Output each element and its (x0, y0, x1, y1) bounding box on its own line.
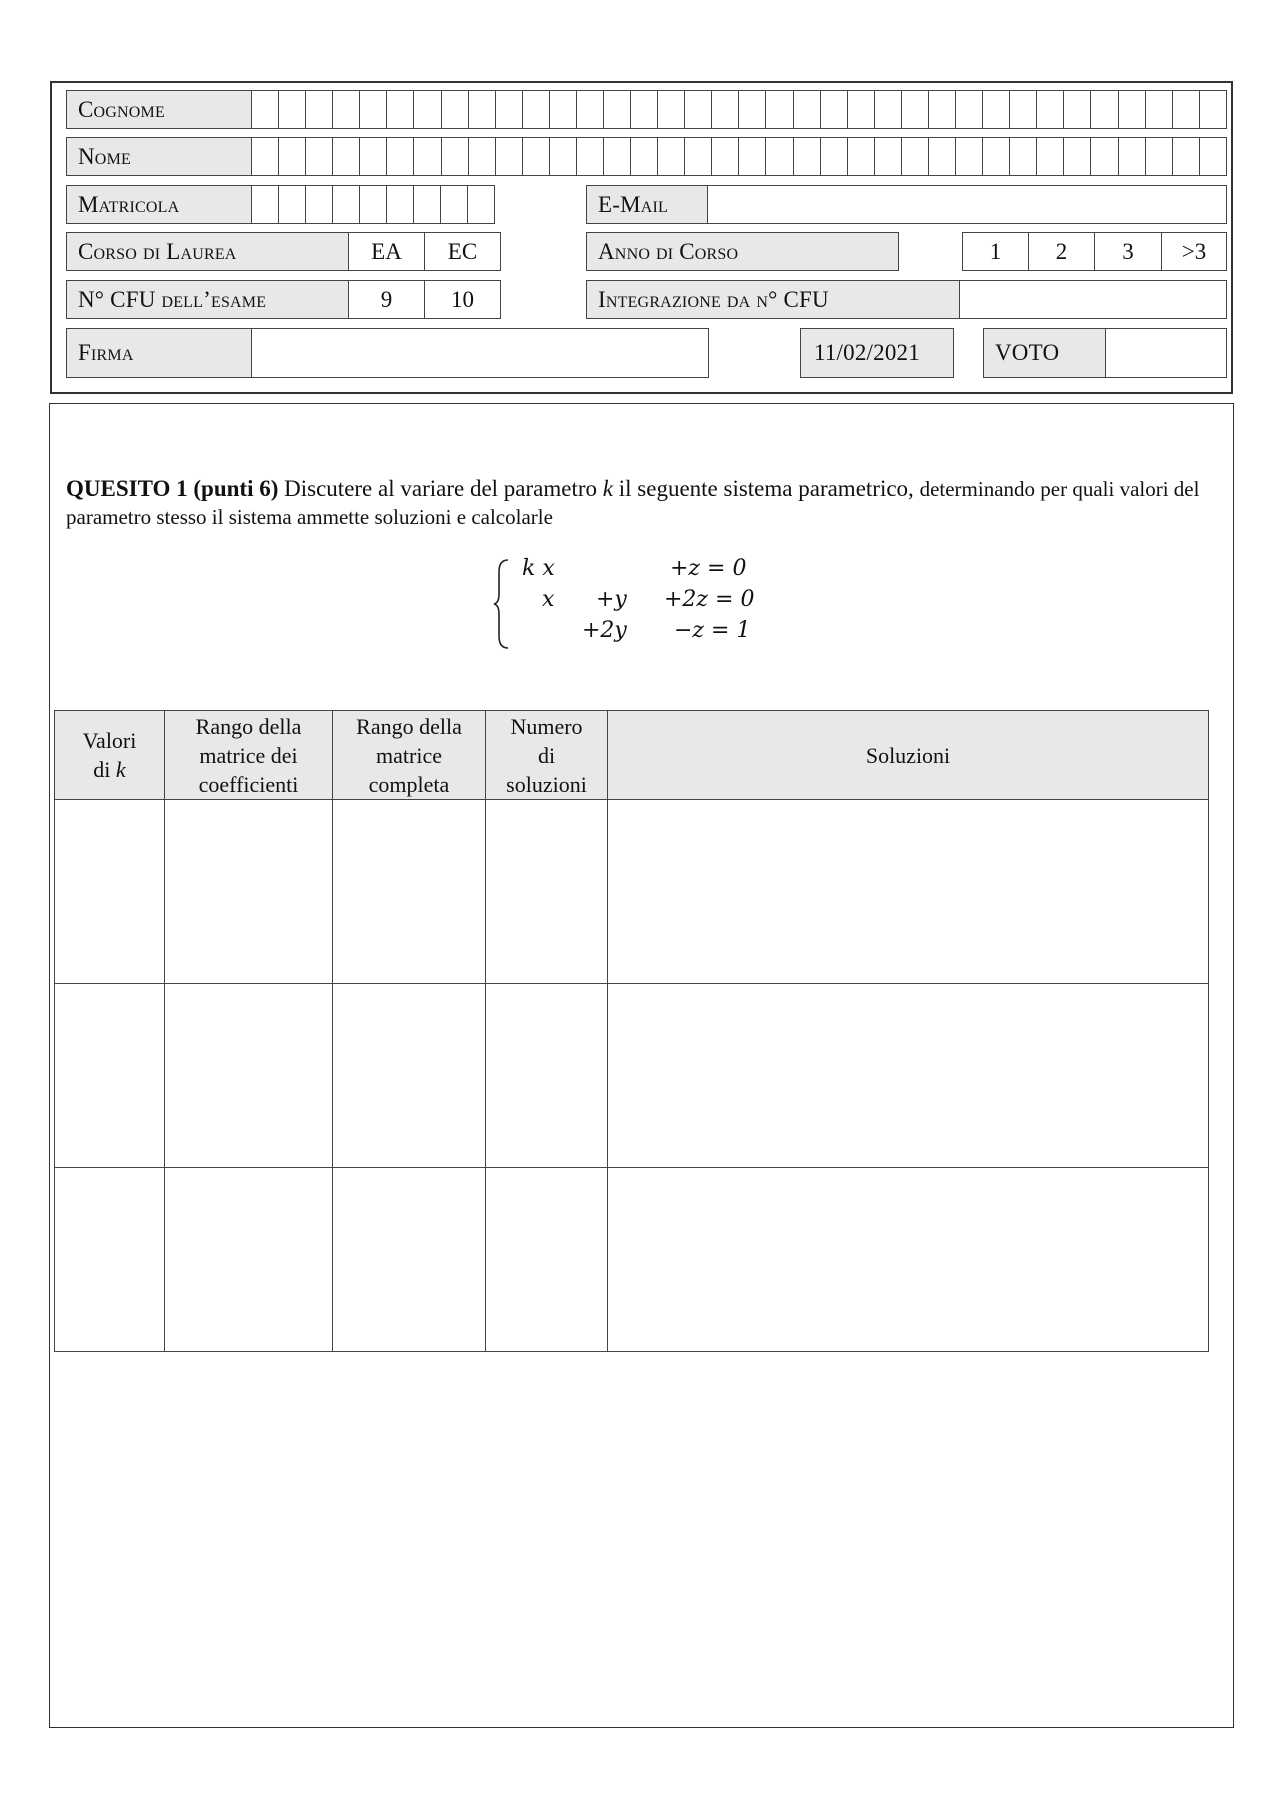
cell-soluzioni[interactable] (608, 800, 1209, 984)
cognome-field[interactable] (251, 90, 1227, 129)
table-row (55, 1168, 1209, 1352)
eq2-term1: x (542, 587, 555, 612)
exam-date: 11/02/2021 (800, 328, 954, 378)
voto-label: VOTO (983, 328, 1106, 378)
cell-rango-coefficienti[interactable] (165, 800, 333, 984)
answer-table (54, 710, 1209, 1352)
anno-option-2[interactable]: 2 (1028, 232, 1095, 271)
corso-label: Corso di Laurea (66, 232, 349, 271)
corso-option-ec[interactable]: EC (424, 232, 501, 271)
cell-numero-soluzioni[interactable] (486, 984, 608, 1168)
cell-soluzioni[interactable] (608, 984, 1209, 1168)
header-valori-k: Valori di k (55, 711, 165, 800)
cell-valori-k[interactable] (55, 1168, 165, 1352)
question-body-1: Discutere al variare del parametro (278, 476, 603, 501)
anno-label: Anno di Corso (586, 232, 899, 271)
cell-rango-completa[interactable] (333, 1168, 486, 1352)
question-body-small: determinando per quali valori del parametro stesso il sistema ammette soluzioni e calcolarle (66, 477, 1200, 529)
table-row (55, 800, 1209, 984)
cfu-option-10[interactable]: 10 (424, 280, 501, 319)
email-label: E-Mail (586, 185, 708, 224)
cell-rango-completa[interactable] (333, 800, 486, 984)
eq2-term2: +y (596, 587, 627, 612)
header-numero-soluzioni: Numero di soluzioni (486, 711, 608, 800)
eq3-term3: −z = 1 (674, 618, 751, 643)
header-rango-completa: Rango della matrice completa (333, 711, 486, 800)
integrazione-field[interactable] (959, 280, 1227, 319)
question-text (66, 475, 1216, 531)
cognome-label: Cognome (66, 90, 252, 129)
eq2-term3: +2z = 0 (664, 587, 755, 612)
anno-option-1[interactable]: 1 (962, 232, 1029, 271)
eq3-term2: +2y (582, 618, 627, 643)
cell-valori-k[interactable] (55, 984, 165, 1168)
email-field[interactable] (707, 185, 1227, 224)
eq1-term3: +z = 0 (670, 556, 747, 581)
firma-field[interactable] (251, 328, 709, 378)
firma-label: Firma (66, 328, 252, 378)
eq1-term1: k x (522, 556, 555, 581)
question-title: QUESITO 1 (punti 6) (66, 476, 279, 501)
cell-numero-soluzioni[interactable] (486, 1168, 608, 1352)
integrazione-label: Integrazione da n° CFU (586, 280, 960, 319)
left-brace-icon (492, 556, 512, 652)
anno-option-3[interactable]: 3 (1094, 232, 1162, 271)
equation-system (492, 556, 782, 652)
cfu-label: N° CFU dell’esame (66, 280, 349, 319)
nome-field[interactable] (251, 137, 1227, 176)
header-soluzioni: Soluzioni (608, 711, 1209, 800)
cell-soluzioni[interactable] (608, 1168, 1209, 1352)
matricola-label: Matricola (66, 185, 252, 224)
cell-numero-soluzioni[interactable] (486, 800, 608, 984)
table-row (55, 984, 1209, 1168)
cell-rango-coefficienti[interactable] (165, 984, 333, 1168)
header-rango-coefficienti: Rango della matrice dei coefficienti (165, 711, 333, 800)
cell-rango-coefficienti[interactable] (165, 1168, 333, 1352)
voto-field[interactable] (1105, 328, 1227, 378)
cell-valori-k[interactable] (55, 800, 165, 984)
answer-table-header (55, 711, 1209, 800)
question-param: k (602, 476, 613, 501)
cfu-option-9[interactable]: 9 (348, 280, 425, 319)
question-body-2: il seguente sistema parametrico, (613, 476, 920, 501)
cell-rango-completa[interactable] (333, 984, 486, 1168)
matricola-field[interactable] (251, 185, 495, 224)
nome-label: Nome (66, 137, 252, 176)
anno-option-gt3[interactable]: >3 (1161, 232, 1227, 271)
corso-option-ea[interactable]: EA (348, 232, 425, 271)
